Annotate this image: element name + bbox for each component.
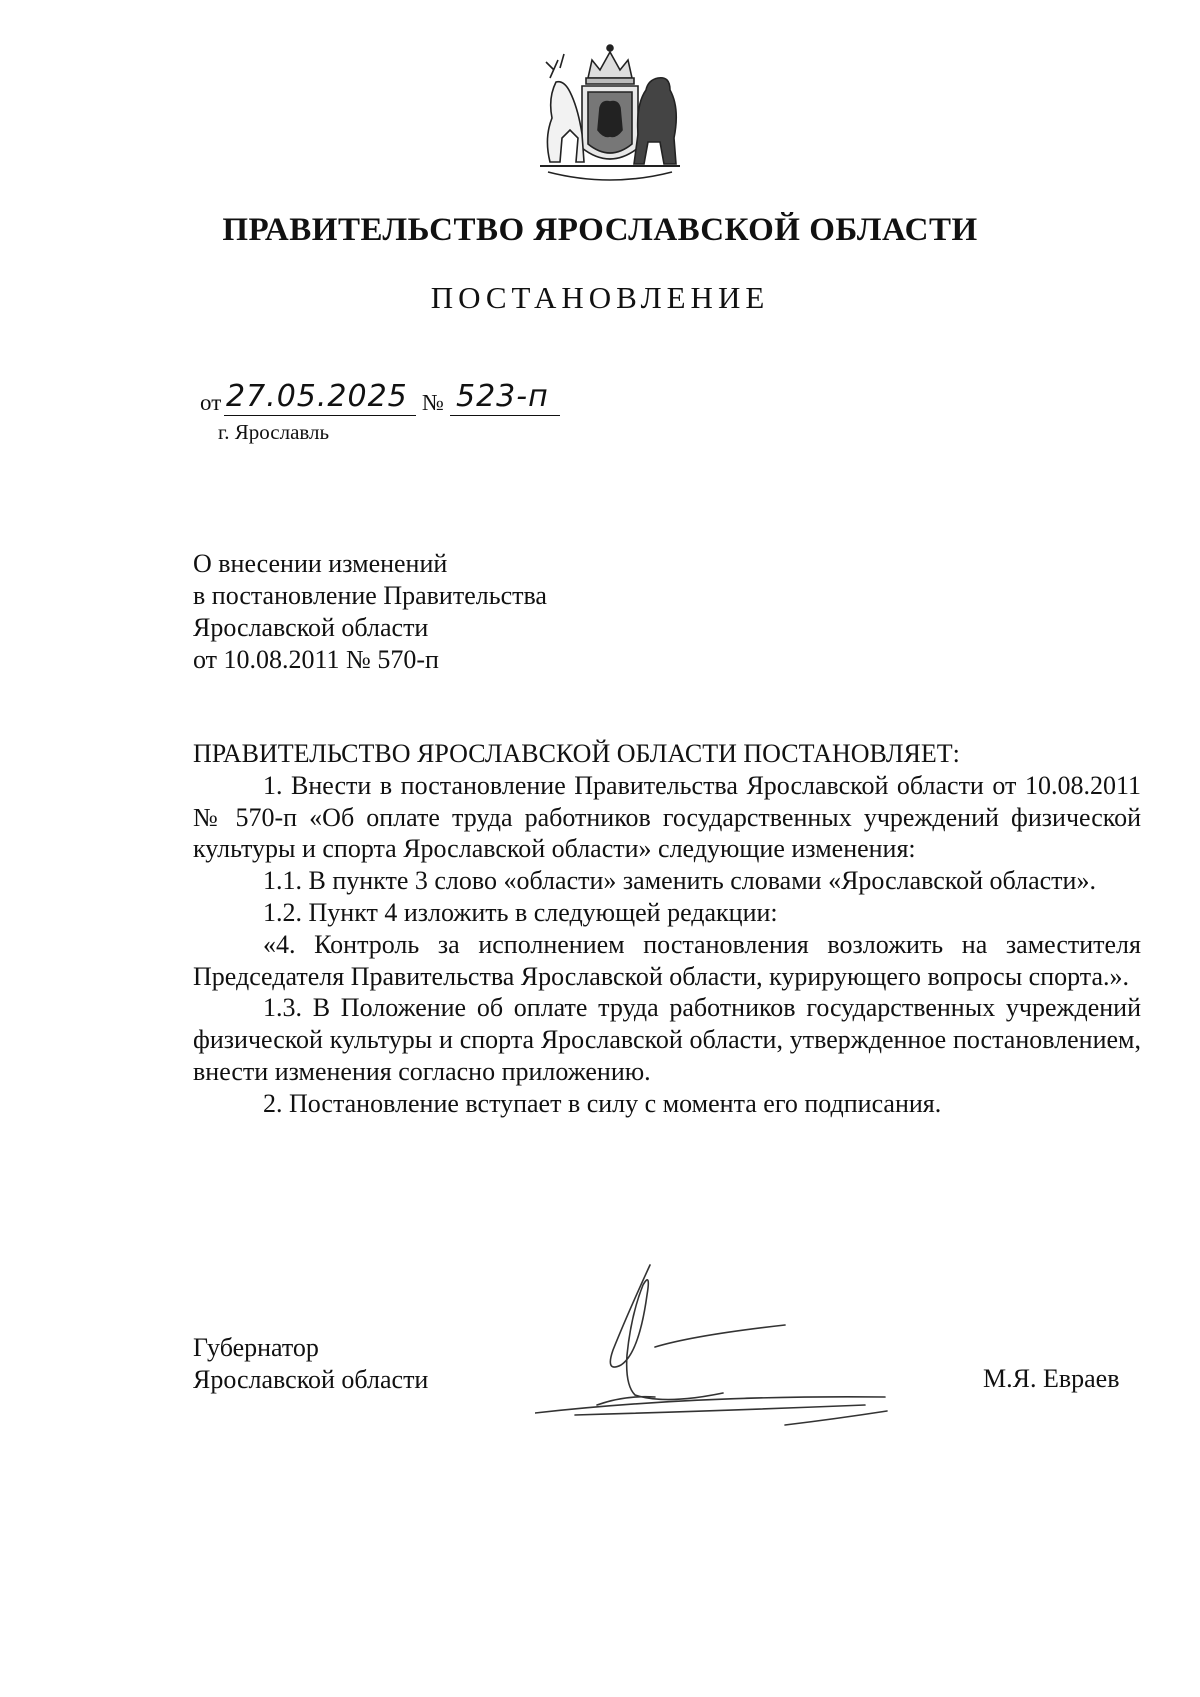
- subject-line: Ярославской области: [193, 613, 429, 642]
- government-title: ПРАВИТЕЛЬСТВО ЯРОСЛАВСКОЙ ОБЛАСТИ: [222, 212, 978, 248]
- body-paragraph-1-2-quote: «4. Контроль за исполнением постановления возложить на заместителя Председателя Правительства Ярославской области, курирующего вопросы спорта.».: [193, 929, 1141, 991]
- handwritten-signature: [535, 1255, 915, 1430]
- body-paragraph-1-1: 1.1. В пункте 3 слово «области» заменить словами «Ярославской области».: [263, 866, 1096, 896]
- document-body: [193, 738, 1141, 1120]
- document-date: 27.05.2025: [226, 379, 408, 414]
- signatory-name: М.Я. Евраев: [983, 1364, 1120, 1393]
- number-underline: [450, 415, 560, 416]
- city-label: г. Ярославль: [218, 420, 330, 444]
- date-underline: [224, 415, 416, 416]
- document-type: ПОСТАНОВЛЕНИЕ: [430, 280, 770, 315]
- body-lead: ПРАВИТЕЛЬСТВО ЯРОСЛАВСКОЙ ОБЛАСТИ ПОСТАНОВЛЯЕТ:: [193, 739, 960, 768]
- body-paragraph-2: 2. Постановление вступает в силу с момента его подписания.: [263, 1088, 942, 1118]
- position-line: Губернатор: [193, 1333, 319, 1362]
- subject-line: в постановление Правительства: [193, 581, 547, 610]
- body-paragraph-1-3: 1.3. В Положение об оплате труда работников государственных учреждений физической культуры и спорта Ярославской области, утвержденное постановлением, внести изменения согласно приложению.: [193, 993, 1141, 1086]
- subject-line: О внесении изменений: [193, 549, 448, 578]
- subject-line: от 10.08.2011 № 570-п: [193, 645, 439, 674]
- from-label: от: [200, 390, 222, 415]
- document-number: 523-п: [456, 379, 549, 414]
- number-label: №: [422, 390, 444, 415]
- date-number-line: [200, 379, 600, 424]
- position-line: Ярославской области: [193, 1365, 429, 1394]
- body-paragraph-1-2: 1.2. Пункт 4 изложить в следующей редакции:: [263, 897, 778, 927]
- coat-of-arms-emblem: [530, 38, 690, 193]
- signatory-position: [193, 1332, 428, 1396]
- body-paragraph-1: 1. Внести в постановление Правительства Ярославской области от 10.08.2011 № 570-п «Об оплате труда работников государственных учреждений физической культуры и спорта Ярославской области» следующие изменения:: [193, 770, 1141, 864]
- document-subject: [193, 548, 547, 676]
